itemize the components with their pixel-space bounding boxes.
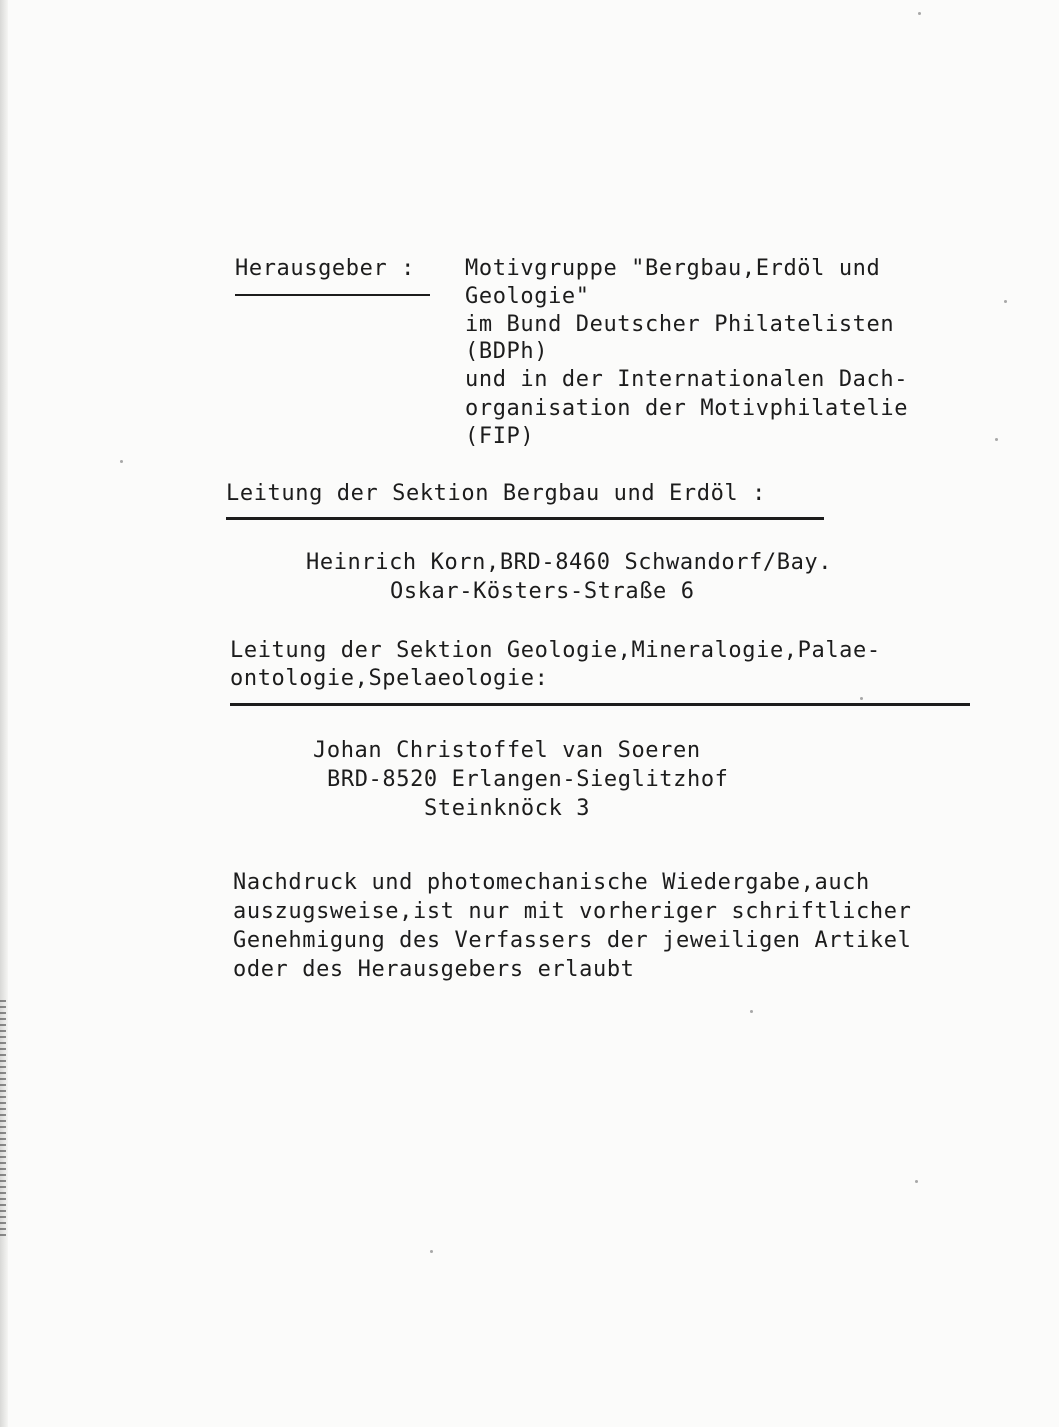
section-geology-address: Johan Christoffel van Soeren — [313, 738, 701, 763]
publisher-label: Herausgeber : — [235, 256, 415, 281]
copyright-line: auszugsweise,ist nur mit vorheriger schriftlicher — [233, 899, 912, 924]
speck — [860, 697, 863, 700]
publisher-line: organisation der Motivphilatelie — [465, 396, 909, 421]
section-geology-heading: ontologie,Spelaeologie: — [230, 666, 549, 691]
publisher-line: (BDPh) — [465, 339, 549, 364]
publisher-label-underline — [235, 294, 430, 296]
section-geology-address: Steinknöck 3 — [424, 796, 591, 821]
publisher-line: (FIP) — [465, 424, 535, 449]
section-mining-heading: Leitung der Sektion Bergbau und Erdöl : — [226, 481, 766, 506]
copyright-line: Genehmigung des Verfassers der jeweiligen Artikel — [233, 928, 912, 953]
speck — [120, 460, 123, 463]
publisher-line: Motivgruppe "Bergbau,Erdöl und — [465, 256, 881, 281]
copyright-line: oder des Herausgebers erlaubt — [233, 957, 635, 982]
speck — [1004, 300, 1007, 303]
section-mining-address: Heinrich Korn,BRD-8460 Schwandorf/Bay. — [306, 550, 833, 575]
publisher-line: und in der Internationalen Dach- — [465, 367, 909, 392]
speck — [915, 1180, 918, 1183]
section-mining-underline — [226, 517, 824, 520]
publisher-line: Geologie" — [465, 284, 590, 309]
section-geology-underline — [230, 703, 970, 706]
binding-marks — [0, 1000, 6, 1240]
section-geology-address: BRD-8520 Erlangen-Sieglitzhof — [327, 767, 729, 792]
speck — [750, 1010, 753, 1013]
speck — [995, 438, 998, 441]
publisher-line: im Bund Deutscher Philatelisten — [465, 312, 895, 337]
speck — [430, 1250, 433, 1253]
copyright-line: Nachdruck und photomechanische Wiedergabe,auch — [233, 870, 870, 895]
speck — [918, 12, 921, 15]
section-geology-heading: Leitung der Sektion Geologie,Mineralogie,Palae- — [230, 638, 881, 663]
section-mining-address: Oskar-Kösters-Straße 6 — [390, 579, 695, 604]
